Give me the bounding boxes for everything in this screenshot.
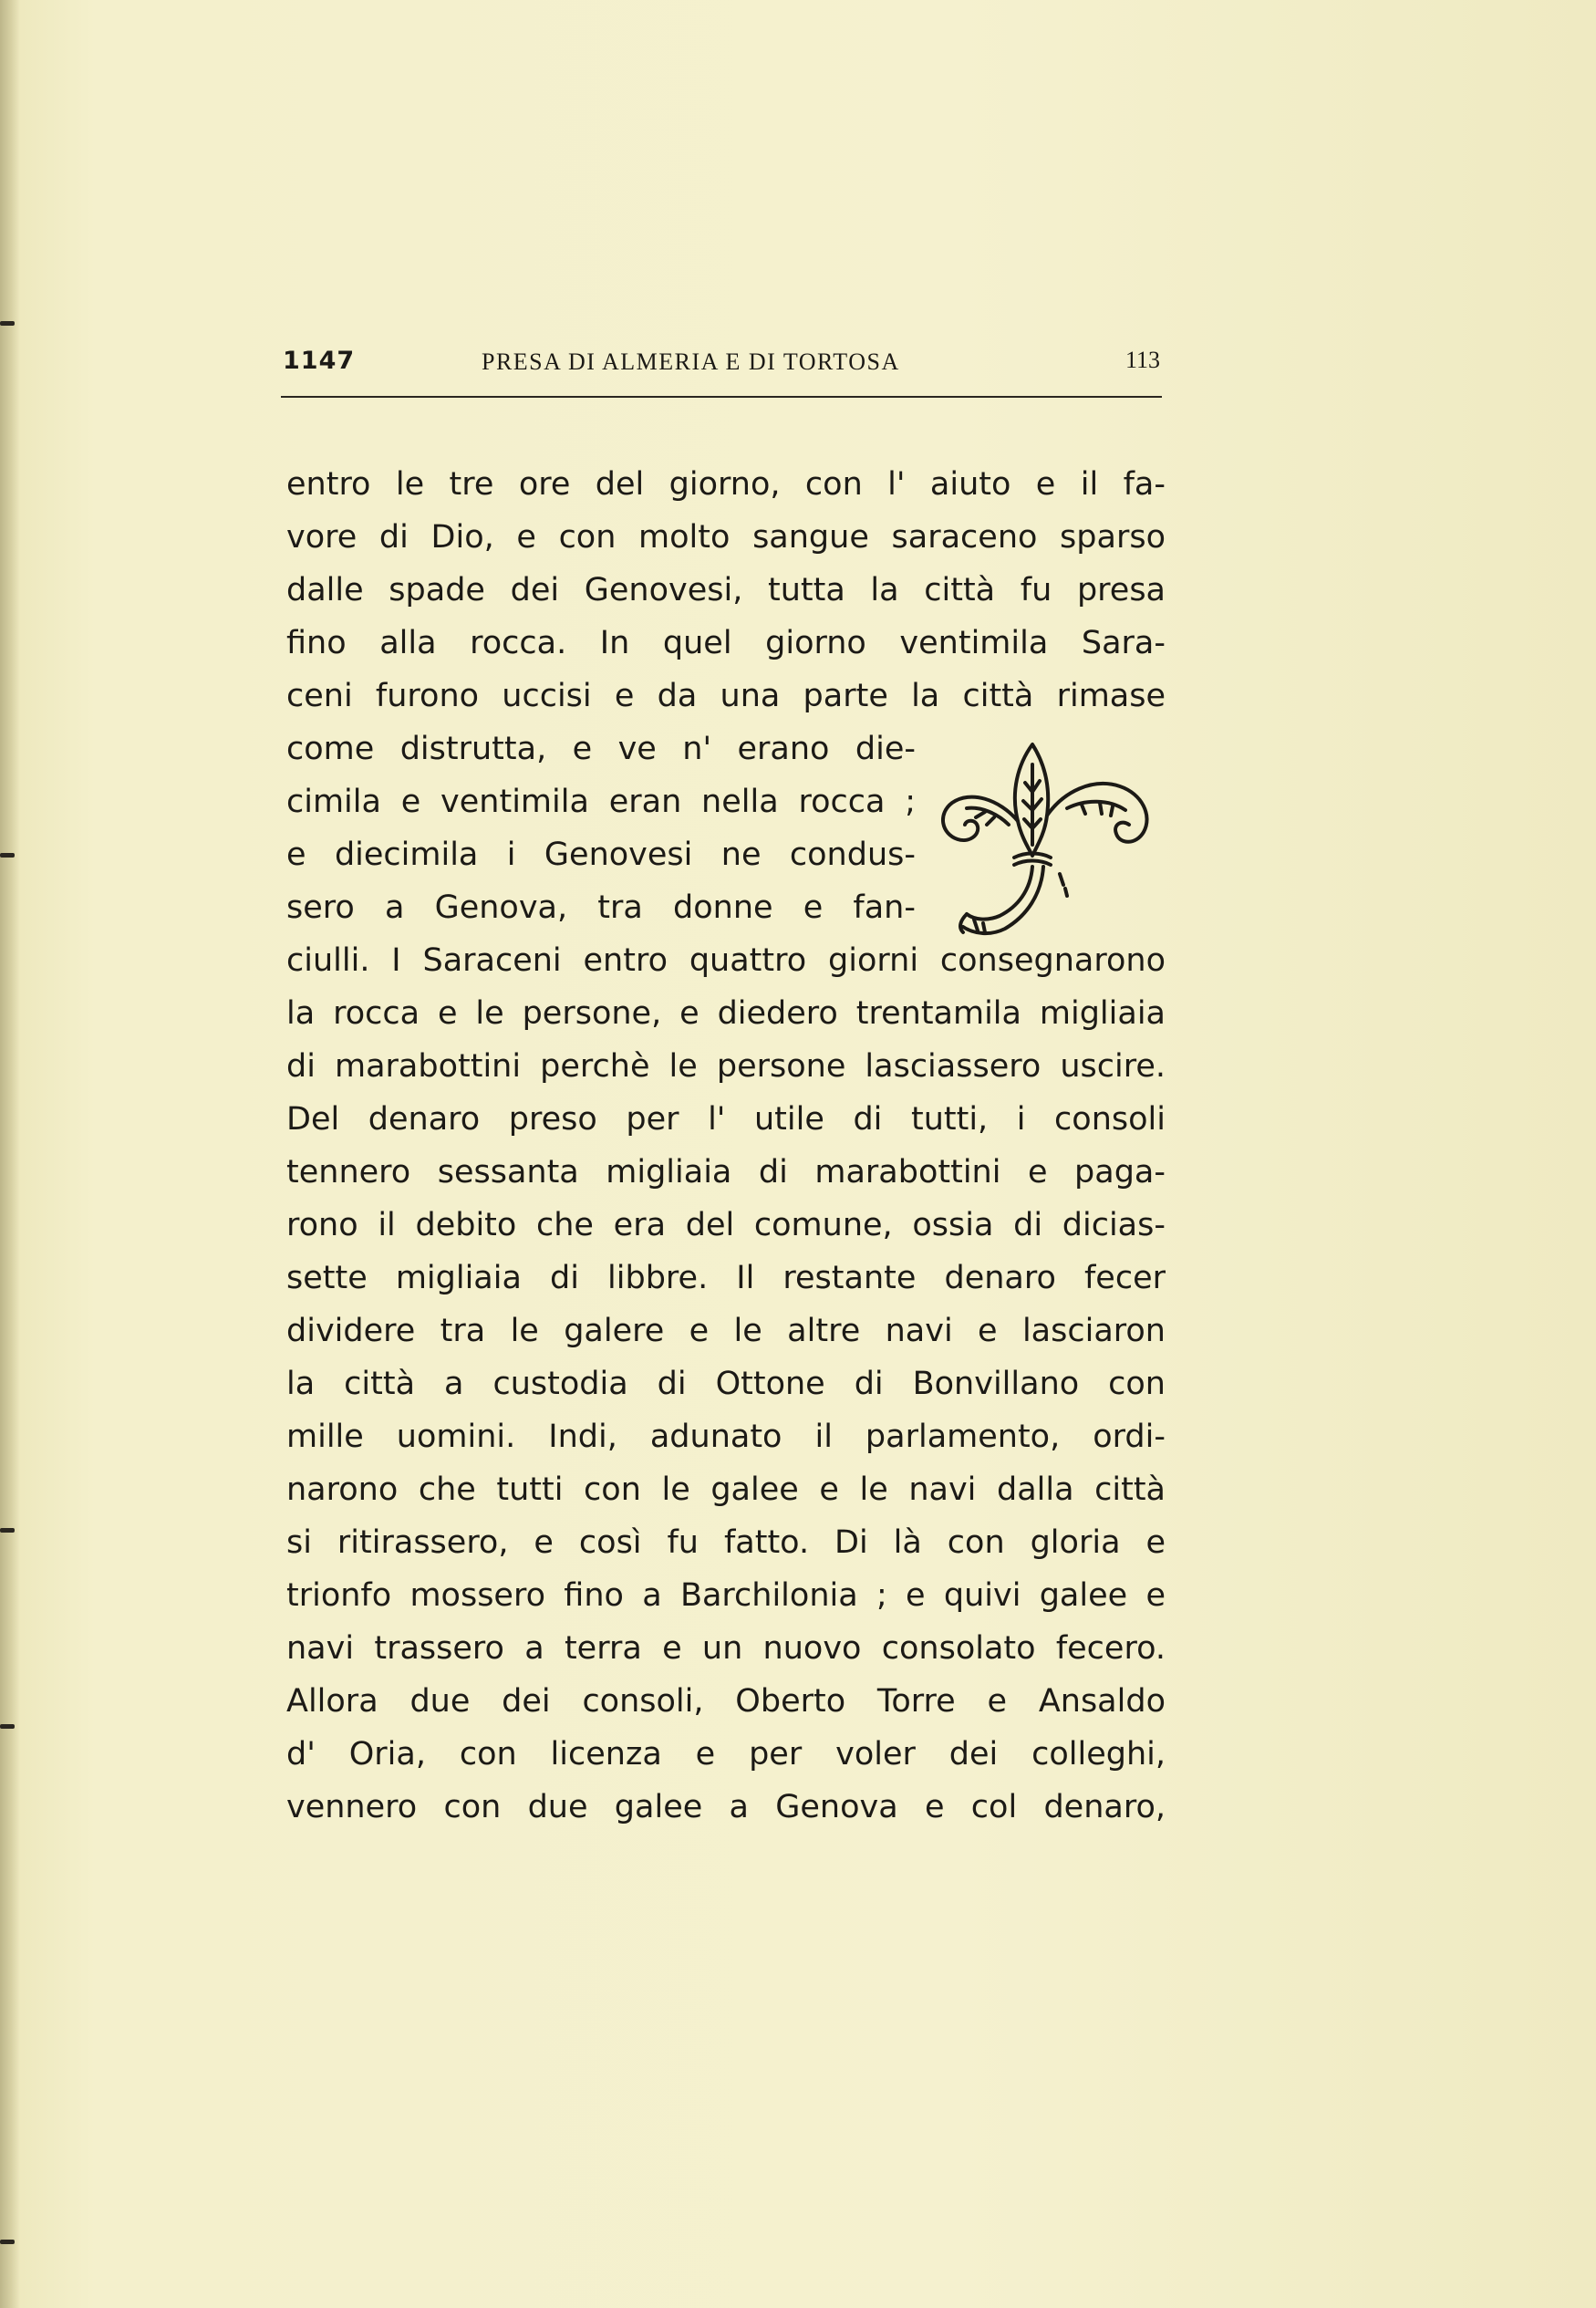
text-line: sette migliaia di libbre. Il restante denaro fecer: [286, 1260, 1166, 1296]
text-line: ceni furono uccisi e da una parte la città rimase: [286, 678, 1166, 714]
text-line: narono che tutti con le galee e le navi dalla città: [286, 1471, 1166, 1508]
page-number: 113: [1124, 347, 1160, 373]
text-line: si ritirassero, e così fu fatto. Di là con gloria e: [286, 1524, 1166, 1561]
running-header: [281, 341, 1162, 398]
text-line: Allora due dei consoli, Oberto Torre e Ansaldo: [286, 1683, 1166, 1720]
text-line: entro le tre ore del giorno, con l' aiuto e il fa-: [286, 466, 1166, 503]
text-line: tennero sessanta migliaia di marabottini e paga-: [286, 1154, 1166, 1190]
text-line: dalle spade dei Genovesi, tutta la città fu presa: [286, 572, 1166, 608]
text-line: trionfo mossero fino a Barchilonia ; e quivi galee e: [286, 1577, 1166, 1614]
header-title: PRESA DI ALMERIA E DI TORTOSA: [482, 348, 900, 375]
binding-stitch: [0, 2240, 15, 2244]
text-line: sero a Genova, tra donne e fan-: [286, 889, 916, 926]
text-line: e diecimila i Genovesi ne condus-: [286, 837, 916, 873]
binding-stitch: [0, 1724, 15, 1729]
text-line: la rocca e le persone, e diedero trentamila migliaia: [286, 995, 1166, 1032]
binding-stitch: [0, 1528, 15, 1533]
binding-stitch: [0, 853, 15, 858]
text-line: come distrutta, e ve n' erano die-: [286, 731, 916, 767]
text-line: ciulli. I Saraceni entro quattro giorni consegnarono: [286, 942, 1166, 979]
text-line: di marabottini perchè le persone lasciassero uscire.: [286, 1048, 1166, 1085]
header-year: 1147: [283, 347, 356, 375]
page-binding-edge: [0, 0, 20, 2308]
text-line: dividere tra le galere e le altre navi e lasciaron: [286, 1313, 1166, 1349]
text-line: cimila e ventimila eran nella rocca ;: [286, 784, 916, 820]
text-line: mille uomini. Indi, adunato il parlamento, ordi-: [286, 1419, 1166, 1455]
text-line: navi trassero a terra e un nuovo consolato fecero.: [286, 1630, 1166, 1667]
text-line: vore di Dio, e con molto sangue saraceno sparso: [286, 519, 1166, 556]
text-line: vennero con due galee a Genova e col denaro,: [286, 1789, 1166, 1825]
text-line: d' Oria, con licenza e per voler dei colleghi,: [286, 1736, 1166, 1773]
text-line: fino alla rocca. In quel giorno ventimila Sara-: [286, 625, 1166, 661]
fleur-de-lis-icon: [930, 737, 1158, 947]
text-line: Del denaro preso per l' utile di tutti, i consoli: [286, 1101, 1166, 1138]
text-line: la città a custodia di Ottone di Bonvillano con: [286, 1366, 1166, 1402]
binding-stitch: [0, 321, 15, 326]
text-line: rono il debito che era del comune, ossia di dicias-: [286, 1207, 1166, 1243]
